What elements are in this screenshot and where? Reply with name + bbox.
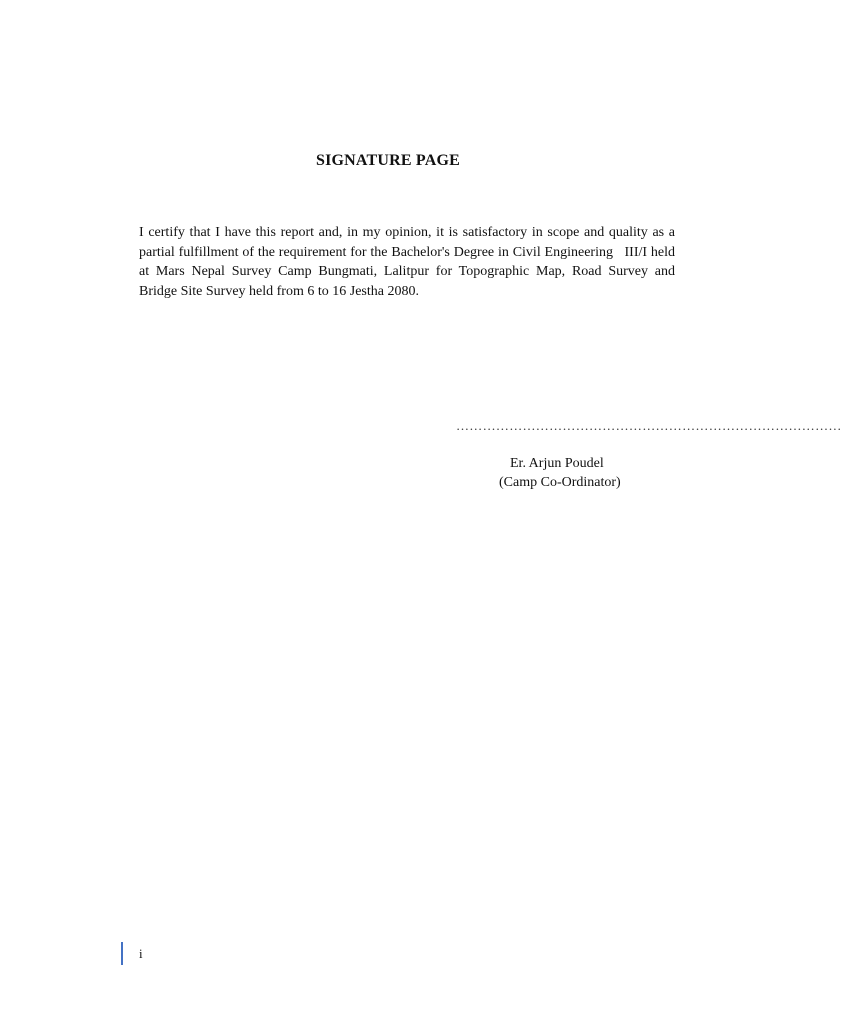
certification-paragraph: I certify that I have this report and, in my opinion, it is satisfactory in scope and quality as a partial fulfillment of the requirement for the Bachelor's Degree in Civil Engineering III/I held at Mars Nepal Survey Camp Bungmati, Lalitpur for Topographic Map, Road Survey and Bridge Site Survey held from 6 to 16 Jestha 2080.: [139, 225, 675, 299]
signature-block: [456, 418, 842, 490]
footer-accent-bar: [121, 942, 123, 965]
signatory-role: (Camp Co-Ordinator): [499, 475, 621, 490]
signature-line: ……………………………………………………………………………: [456, 418, 842, 433]
signatory-name: Er. Arjun Poudel: [510, 456, 604, 471]
page-number: i: [139, 946, 143, 961]
page-title: SIGNATURE PAGE: [315, 152, 460, 169]
